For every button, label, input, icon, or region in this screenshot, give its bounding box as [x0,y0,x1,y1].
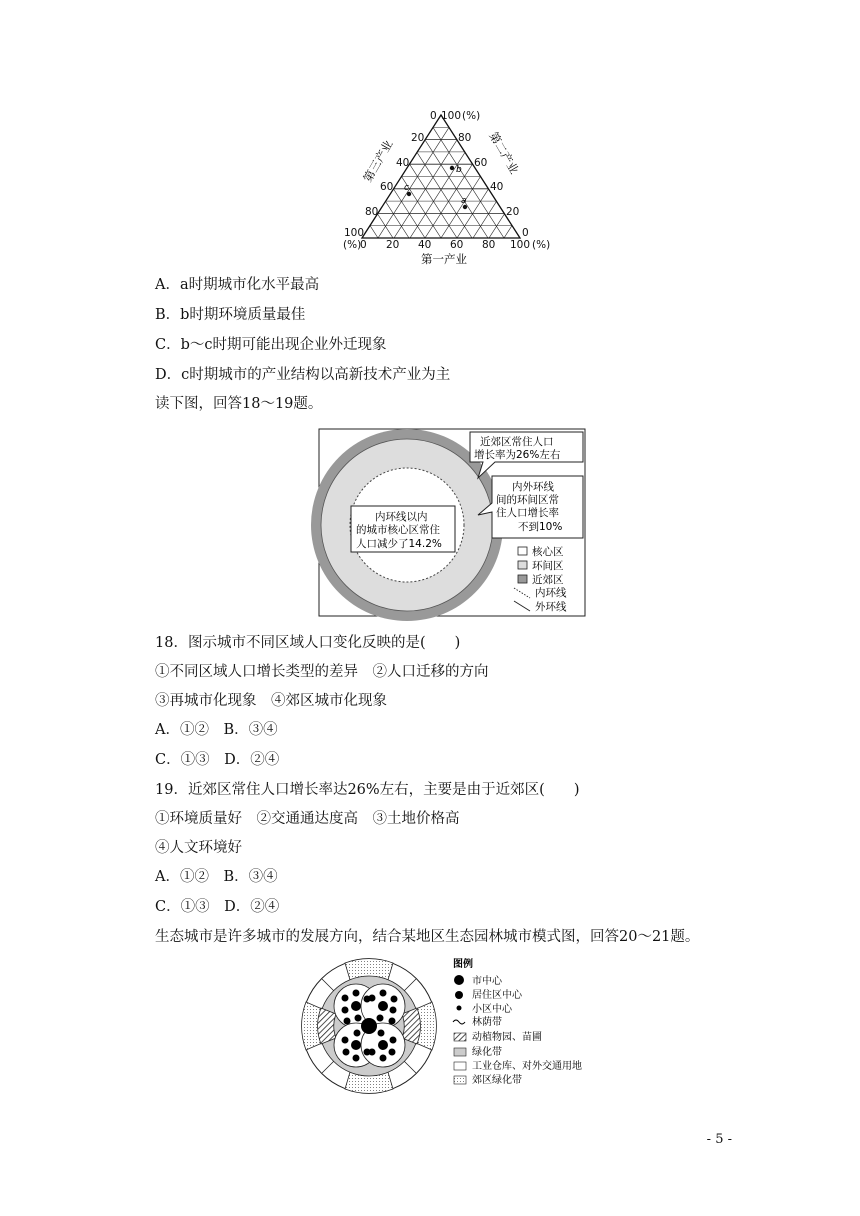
svg-text:林荫带: 林荫带 [472,1017,502,1028]
q19-items-1: ①环境质量好 ②交通通达度高 ③土地价格高 [155,811,460,827]
q17-option-c: C．b～c时期可能出现企业外迁现象 [155,337,387,353]
svg-text:小区中心: 小区中心 [472,1004,512,1015]
q18-items-2: ③再城市化现象 ④郊区城市化现象 [155,693,387,709]
right-axis-label: 第二产业 [486,129,522,177]
svg-text:的城市核心区常住: 的城市核心区常住 [356,524,440,536]
q19-stem: 19．近郊区常住人口增长率达26%左右，主要是由于近郊区( ) [155,782,580,798]
svg-text:100: 100 [344,227,365,239]
svg-text:80: 80 [458,132,472,144]
q17-option-b: B．b时期环境质量最佳 [155,307,306,323]
svg-text:居住区中心: 居住区中心 [472,990,522,1001]
svg-text:间的环间区常: 间的环间区常 [496,494,559,506]
svg-text:郊区绿化带: 郊区绿化带 [472,1075,522,1086]
svg-text:20: 20 [411,132,425,144]
svg-text:(%): (%) [532,239,551,251]
svg-text:40: 40 [396,157,410,169]
svg-text:内外环线: 内外环线 [512,481,554,493]
q18-options-cd: C．①③ D．②④ [155,752,280,768]
svg-text:内环线以内: 内环线以内 [375,511,428,523]
bottom-axis-label: 第一产业 [421,252,467,266]
svg-text:100: 100 [510,239,531,251]
q19-items-2: ④人文环境好 [155,840,242,856]
svg-text:近郊区常住人口: 近郊区常住人口 [480,436,554,448]
svg-text:工业仓库、对外交通用地: 工业仓库、对外交通用地 [472,1061,582,1072]
ternary-diagram [0,100,860,370]
svg-text:绿化带: 绿化带 [472,1047,502,1058]
svg-text:0: 0 [430,110,437,122]
svg-text:80: 80 [482,239,496,251]
page-number: - 5 - [706,1132,732,1147]
svg-text:内环线: 内环线 [535,587,567,599]
svg-text:不到10%: 不到10% [518,521,563,533]
svg-text:环间区: 环间区 [532,560,564,572]
svg-text:100: 100 [441,110,462,122]
q18-options-ab: A．①② B．③④ [155,722,278,738]
svg-text:近郊区: 近郊区 [532,574,564,586]
svg-text:60: 60 [474,157,488,169]
svg-text:0: 0 [360,239,367,251]
svg-text:60: 60 [380,181,394,193]
svg-text:增长率为26%左右: 增长率为26%左右 [474,449,561,461]
svg-text:核心区: 核心区 [532,546,564,558]
svg-text:40: 40 [490,181,504,193]
svg-text:市中心: 市中心 [472,976,502,987]
ring-diagram [0,425,860,625]
svg-text:20: 20 [506,206,520,218]
svg-text:外环线: 外环线 [535,601,567,613]
svg-text:80: 80 [365,206,379,218]
point-b [450,166,454,170]
left-axis-label: 第三产业 [360,137,396,185]
q17-option-a: A．a时期城市化水平最高 [155,277,320,293]
svg-text:(%): (%) [462,110,481,122]
q17-option-d: D．c时期城市的产业结构以高新技术产业为主 [155,367,451,383]
eco-city-diagram [0,950,860,1110]
svg-text:20: 20 [386,239,400,251]
point-b-label: b [456,165,462,175]
q18-stem: 18．图示城市不同区域人口变化反映的是( ) [155,635,461,651]
svg-text:动植物园、苗圃: 动植物园、苗圃 [472,1032,542,1043]
svg-text:图例: 图例 [453,959,473,970]
svg-text:0: 0 [522,227,529,239]
q18-items-1: ①不同区域人口增长类型的差异 ②人口迁移的方向 [155,664,489,680]
svg-text:住人口增长率: 住人口增长率 [496,507,559,519]
svg-text:40: 40 [418,239,432,251]
svg-text:人口减少了14.2%: 人口减少了14.2% [356,538,442,550]
svg-text:(%): (%) [343,239,362,251]
point-a-label: a [461,196,467,206]
point-c-label: c [404,183,409,193]
svg-text:60: 60 [450,239,464,251]
q19-options-ab: A．①② B．③④ [155,869,278,885]
q19-options-cd: C．①③ D．②④ [155,899,280,915]
intro-18-19: 读下图，回答18～19题。 [155,396,323,412]
intro-20-21: 生态城市是许多城市的发展方向，结合某地区生态园林城市模式图，回答20～21题。 [155,929,700,945]
